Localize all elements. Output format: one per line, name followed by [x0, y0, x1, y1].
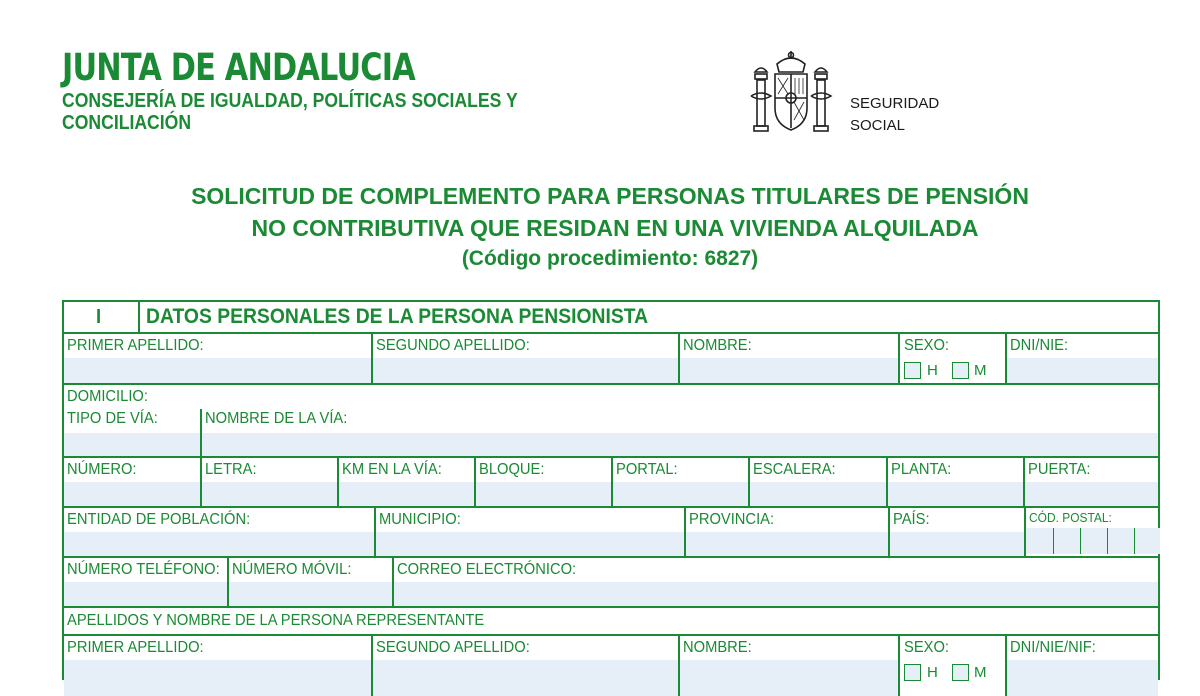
label-cp: CÓD. POSTAL:	[1029, 510, 1112, 525]
row-representante-header	[64, 608, 1158, 636]
label-rep-dni: DNI/NIE/NIF:	[1010, 639, 1096, 656]
field-provincia[interactable]	[684, 508, 888, 556]
field-pais[interactable]	[888, 508, 1024, 556]
input-rep-primer-apellido[interactable]	[64, 660, 371, 696]
field-movil[interactable]	[227, 558, 392, 606]
label-bloque: BLOQUE:	[479, 461, 545, 478]
row-direccion-detalle	[64, 458, 1158, 508]
cp-digit-4[interactable]	[1107, 528, 1134, 554]
label-rep-segundo-apellido: SEGUNDO APELLIDO:	[376, 639, 530, 656]
label-rep-sexo: SEXO:	[904, 639, 949, 656]
input-municipio[interactable]	[376, 532, 684, 556]
label-rep-nombre: NOMBRE:	[683, 639, 752, 656]
section-header	[64, 302, 1158, 334]
label-movil: NÚMERO MÓVIL:	[232, 561, 352, 578]
label-letra: LETRA:	[205, 461, 257, 478]
field-numero[interactable]	[64, 458, 200, 506]
row-representante-names	[64, 636, 1158, 696]
form-title-line2: NO CONTRIBUTIVA QUE RESIDAN EN UNA VIVIENDA ALQUILADA	[251, 215, 979, 241]
checkbox-rep-h[interactable]	[904, 664, 921, 681]
field-km[interactable]	[337, 458, 474, 506]
field-segundo-apellido[interactable]	[371, 334, 678, 383]
input-km[interactable]	[339, 482, 474, 506]
form-title-line1: SOLICITUD DE COMPLEMENTO PARA PERSONAS TITULARES DE PENSIÓN	[191, 183, 1029, 209]
field-planta[interactable]	[886, 458, 1023, 506]
org-title: JUNTA DE ANDALUCIA	[62, 46, 415, 89]
section-title: DATOS PERSONALES DE LA PERSONA PENSIONISTA	[146, 305, 649, 328]
checkbox-h[interactable]	[904, 362, 921, 379]
label-nombre: NOMBRE:	[683, 337, 752, 354]
label-puerta: PUERTA:	[1028, 461, 1091, 478]
checkbox-rep-m[interactable]	[952, 664, 969, 681]
cp-digit-5[interactable]	[1134, 528, 1160, 554]
input-primer-apellido[interactable]	[64, 358, 371, 383]
input-rep-segundo-apellido[interactable]	[373, 660, 678, 696]
label-portal: PORTAL:	[616, 461, 678, 478]
row-titular-names	[64, 334, 1158, 385]
field-portal[interactable]	[611, 458, 748, 506]
label-rep-primer-apellido: PRIMER APELLIDO:	[67, 639, 204, 656]
field-rep-nombre[interactable]	[678, 636, 898, 696]
field-letra[interactable]	[200, 458, 337, 506]
input-puerta[interactable]	[1025, 482, 1158, 506]
field-primer-apellido[interactable]	[64, 334, 371, 383]
field-rep-dni[interactable]	[1005, 636, 1158, 696]
field-nombre-via[interactable]	[200, 409, 1158, 456]
label-km: KM EN LA VÍA:	[342, 461, 442, 478]
ss-line1: SEGURIDAD	[850, 95, 940, 112]
input-letra[interactable]	[202, 482, 337, 506]
input-rep-dni[interactable]	[1007, 660, 1158, 696]
label-primer-apellido: PRIMER APELLIDO:	[67, 337, 204, 354]
label-tipo-via: TIPO DE VÍA:	[67, 410, 158, 427]
label-numero: NÚMERO:	[67, 461, 137, 478]
field-entidad[interactable]	[64, 508, 374, 556]
label-domicilio: DOMICILIO:	[67, 388, 148, 405]
procedure-code: (Código procedimiento: 6827)	[461, 247, 759, 270]
row-domicilio	[64, 385, 1158, 458]
field-escalera[interactable]	[748, 458, 886, 506]
cp-digit-1[interactable]	[1026, 528, 1053, 554]
label-sexo: SEXO:	[904, 337, 949, 354]
field-municipio[interactable]	[374, 508, 684, 556]
field-puerta[interactable]	[1023, 458, 1158, 506]
row-contacto	[64, 558, 1158, 608]
label-h: H	[927, 362, 938, 379]
org-subtitle-line1: CONSEJERÍA DE IGUALDAD, POLÍTICAS SOCIALES Y	[62, 90, 518, 112]
field-tipo-via[interactable]	[64, 409, 200, 456]
checkbox-m[interactable]	[952, 362, 969, 379]
personal-data-table	[62, 300, 1160, 680]
input-nombre-via[interactable]	[202, 433, 1158, 456]
label-escalera: ESCALERA:	[753, 461, 836, 478]
label-dni: DNI/NIE:	[1010, 337, 1069, 354]
input-segundo-apellido[interactable]	[373, 358, 678, 383]
field-nombre[interactable]	[678, 334, 898, 383]
input-numero[interactable]	[64, 482, 200, 506]
input-planta[interactable]	[888, 482, 1023, 506]
input-portal[interactable]	[613, 482, 748, 506]
ss-line2: SOCIAL	[850, 117, 906, 134]
label-correo: CORREO ELECTRÓNICO:	[397, 561, 577, 578]
seguridad-social-label	[850, 93, 939, 137]
field-bloque[interactable]	[474, 458, 611, 506]
row-poblacion	[64, 508, 1158, 558]
input-correo[interactable]	[394, 582, 1158, 606]
input-telefono[interactable]	[64, 582, 227, 606]
label-telefono: NÚMERO TELÉFONO:	[67, 561, 220, 578]
field-dni[interactable]	[1005, 334, 1158, 383]
input-escalera[interactable]	[750, 482, 886, 506]
coat-of-arms-icon	[745, 50, 837, 140]
label-entidad: ENTIDAD DE POBLACIÓN:	[67, 511, 251, 528]
input-movil[interactable]	[229, 582, 392, 606]
field-cp	[1024, 508, 1158, 556]
input-bloque[interactable]	[476, 482, 611, 506]
input-tipo-via[interactable]	[64, 433, 200, 456]
field-telefono[interactable]	[64, 558, 227, 606]
label-pais: PAÍS:	[893, 511, 930, 528]
cp-digit-3[interactable]	[1080, 528, 1107, 554]
field-rep-segundo-apellido[interactable]	[371, 636, 678, 696]
label-nombre-via: NOMBRE DE LA VÍA:	[205, 410, 348, 427]
label-planta: PLANTA:	[891, 461, 952, 478]
input-pais[interactable]	[890, 532, 1024, 556]
input-rep-nombre[interactable]	[680, 660, 898, 696]
label-rep-m: M	[974, 664, 987, 681]
label-rep-h: H	[927, 664, 938, 681]
label-representante: APELLIDOS Y NOMBRE DE LA PERSONA REPRESENTANTE	[67, 612, 485, 629]
label-municipio: MUNICIPIO:	[379, 511, 461, 528]
label-m: M	[974, 362, 987, 379]
org-subtitle-line2: CONCILIACIÓN	[62, 112, 192, 134]
input-entidad[interactable]	[64, 532, 374, 556]
label-segundo-apellido: SEGUNDO APELLIDO:	[376, 337, 530, 354]
input-provincia[interactable]	[686, 532, 888, 556]
input-nombre[interactable]	[680, 358, 898, 383]
cp-digit-2[interactable]	[1053, 528, 1080, 554]
field-sexo	[898, 334, 1005, 383]
field-rep-sexo	[898, 636, 1005, 696]
section-number: I	[96, 306, 102, 328]
field-rep-primer-apellido[interactable]	[64, 636, 371, 696]
input-dni[interactable]	[1007, 358, 1158, 383]
field-correo[interactable]	[392, 558, 1158, 606]
label-provincia: PROVINCIA:	[689, 511, 775, 528]
